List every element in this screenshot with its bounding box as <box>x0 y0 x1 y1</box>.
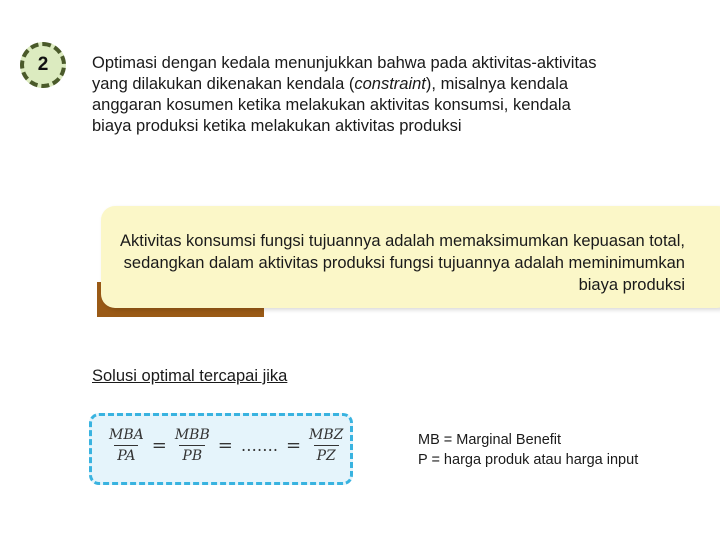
fraction-a-numerator: MBA <box>109 427 144 443</box>
intro-text-end: ), misalnya kendala anggaran kosumen ketika melakukan aktivitas konsumsi, kendala biaya produksi ketika melakukan aktivitas produksi <box>92 75 571 135</box>
legend-line-mb: MB = Marginal Benefit <box>418 432 562 448</box>
callout-box <box>101 206 720 308</box>
fraction-b-numerator: MBB <box>174 427 210 443</box>
ellipsis: ……. <box>240 436 278 455</box>
equals-sign: = <box>217 435 233 456</box>
fraction-a <box>106 427 147 464</box>
step-number-badge <box>20 42 66 88</box>
legend-line-p: P = harga produk atau harga input <box>418 452 639 468</box>
callout-text: Aktivitas konsumsi fungsi tujuannya adalah memaksimumkan kepuasan total, sedangkan dalam aktivitas produksi fungsi tujuannya adalah meminimumkan biaya produksi <box>120 232 685 294</box>
formula-legend <box>418 430 638 470</box>
intro-text-start: Optimasi dengan kedala menunjukkan bahwa pada aktivitas-aktivitas yang dilakukan dikenakan kendala ( <box>92 54 597 93</box>
formula-box <box>89 413 353 485</box>
optimality-formula <box>106 427 346 464</box>
equals-sign: = <box>285 435 302 456</box>
fraction-z <box>306 427 346 464</box>
equals-sign: = <box>151 435 167 456</box>
intro-italic-term: constraint <box>354 75 426 93</box>
intro-paragraph <box>92 53 612 137</box>
fraction-z-numerator: MBZ <box>309 427 344 443</box>
solution-heading: Solusi optimal tercapai jika <box>92 367 288 385</box>
fraction-z-denominator: PZ <box>314 445 339 464</box>
step-number: 2 <box>37 54 49 75</box>
fraction-b <box>172 427 213 464</box>
fraction-a-denominator: PA <box>114 445 138 464</box>
fraction-b-denominator: PB <box>179 445 205 464</box>
